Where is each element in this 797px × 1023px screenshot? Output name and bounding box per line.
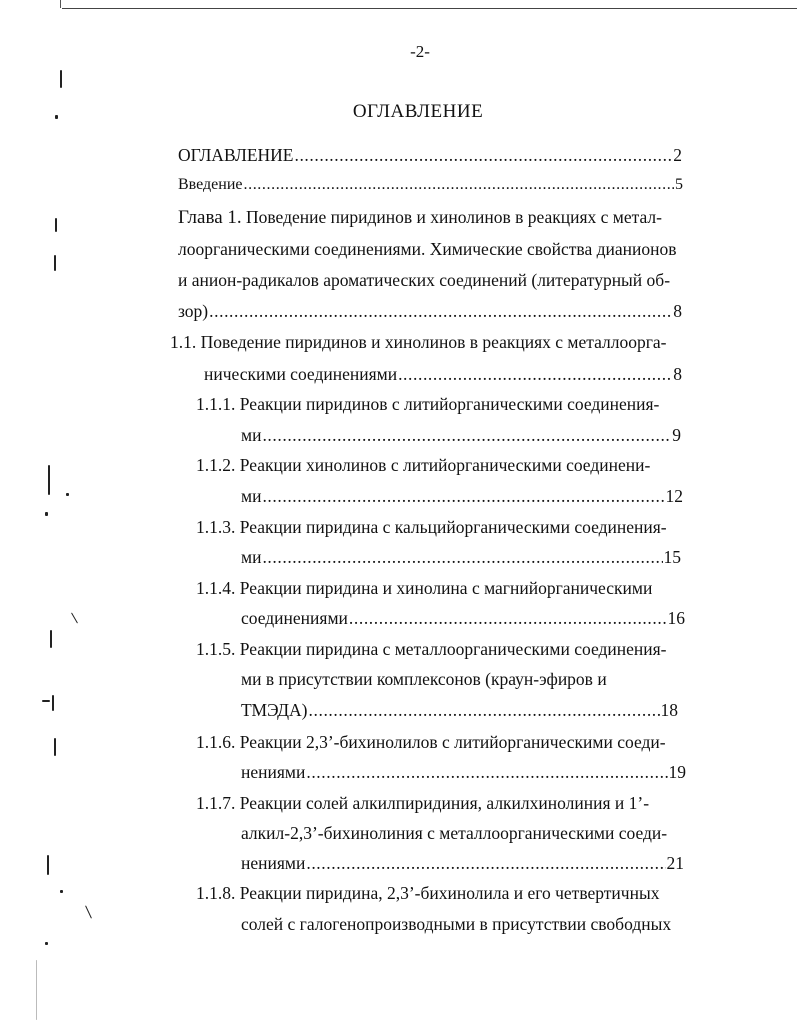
scan-speck	[60, 890, 63, 893]
chapter-prefix: Глава 1.	[178, 207, 242, 228]
toc-entry-1-1-5-line1: 1.1.5. Реакции пиридина с металлоорганическими соединения-	[196, 639, 667, 659]
leader-dots	[244, 174, 675, 196]
scan-speck	[54, 738, 56, 756]
toc-entry-page: 16	[667, 608, 685, 628]
toc-entry-1-1-1-line1: 1.1.1. Реакции пиридинов с литийорганическими соединения-	[196, 394, 660, 414]
toc-entry-label: ОГЛАВЛЕНИЕ	[178, 145, 294, 165]
toc-entry-1-1-1-line2: ми ..... 9	[241, 424, 681, 446]
scan-speck	[45, 512, 48, 516]
leader-dots	[398, 363, 672, 385]
toc-entry-1-1-4-line2: соединениями ..... 16	[241, 607, 685, 629]
toc-entry-chapter1-line2: лоорганическими соединениями. Химические свойства дианионов	[178, 239, 677, 259]
toc-entry-1-1-3-line2: ми ..... 15	[241, 546, 681, 568]
leader-dots	[262, 546, 662, 568]
scan-speck	[47, 855, 49, 875]
scan-speck	[48, 465, 50, 495]
toc-entry-1-1-4-line1: 1.1.4. Реакции пиридина и хинолина с магнийорганическими	[196, 578, 653, 598]
scan-speck	[42, 700, 50, 702]
leader-dots	[306, 852, 665, 874]
toc-entry-1-1-7-line1: 1.1.7. Реакции солей алкилпиридиния, алкилхинолиния и 1’-	[196, 793, 650, 813]
toc-entry-1-1-6-line2: нениями ..... 19	[241, 761, 686, 783]
toc-entry-1-1-8-line2: солей с галогенопроизводными в присутствии свободных	[241, 914, 672, 934]
toc-entry-contents	[178, 144, 682, 166]
toc-entry-page: 21	[666, 853, 684, 873]
toc-title: ОГЛАВЛЕНИЕ	[352, 101, 484, 122]
scan-speck	[54, 255, 56, 271]
toc-entry-page: 5	[675, 176, 683, 193]
scan-speck	[36, 960, 37, 1020]
toc-entry-introduction	[178, 174, 683, 196]
toc-entry-page: 18	[660, 700, 678, 720]
toc-entry-1-1-3-line1: 1.1.3. Реакции пиридина с кальцийорганическими соединения-	[196, 517, 667, 537]
toc-entry-1-1-5-line2: ми в присутствии комплексонов (краун-эфиров и	[241, 669, 607, 689]
scan-speck	[60, 70, 62, 88]
leader-dots	[349, 607, 667, 629]
toc-entry-1-1-5-line3: ТМЭДА) ..... 18	[241, 699, 678, 721]
scan-speck	[55, 218, 57, 232]
toc-entry-page: 8	[673, 364, 682, 384]
toc-entry-page: 15	[663, 547, 681, 567]
toc-entry-1-1-7-line3: нениями ..... 21	[241, 852, 684, 874]
leader-dots	[262, 424, 671, 446]
leader-dots	[262, 485, 664, 507]
toc-entry-page: 19	[668, 762, 686, 782]
toc-entry-label: Введение	[178, 176, 243, 193]
toc-entry-page: 12	[665, 486, 683, 506]
toc-entry-1-1-7-line2: алкил-2,3’-бихинолиния с металлоорганическими соеди-	[241, 823, 668, 843]
toc-entry-1-1-6-line1: 1.1.6. Реакции 2,3’-бихинолилов с литийорганическими соеди-	[196, 732, 666, 752]
scan-speck	[50, 630, 52, 648]
toc-entry-1-1-2-line1: 1.1.2. Реакции хинолинов с литийорганическими соединени-	[196, 455, 651, 475]
toc-entry-1-1-line1: 1.1. Поведение пиридинов и хинолинов в реакциях с металлоорга-	[170, 332, 667, 352]
toc-entry-page: 8	[673, 301, 682, 321]
leader-dots	[309, 699, 660, 721]
scan-speck	[66, 493, 69, 496]
toc-entry-1-1-line2: ническими соединениями ..... 8	[204, 363, 682, 385]
toc-entry-chapter1-line1: Глава 1. Поведение пиридинов и хинолинов в реакциях с метал-	[178, 207, 662, 228]
toc-entry-1-1-2-line2: ми ..... 12	[241, 485, 683, 507]
scan-speck	[52, 695, 54, 711]
scan-speck	[45, 942, 48, 945]
leader-dots	[294, 144, 672, 166]
toc-entry-page: 2	[673, 145, 682, 165]
toc-entry-page: 9	[672, 425, 681, 445]
page-number: -2-	[410, 42, 430, 61]
scan-speck	[55, 115, 58, 119]
leader-dots	[306, 761, 667, 783]
toc-entry-chapter1-line3: и анион-радикалов ароматических соединений (литературный об-	[178, 270, 671, 290]
toc-entry-chapter1-line4: зор) ..... 8	[178, 300, 682, 322]
toc-entry-1-1-8-line1: 1.1.8. Реакции пиридина, 2,3’-бихинолила и его четвертичных	[196, 883, 660, 903]
leader-dots	[209, 300, 672, 322]
